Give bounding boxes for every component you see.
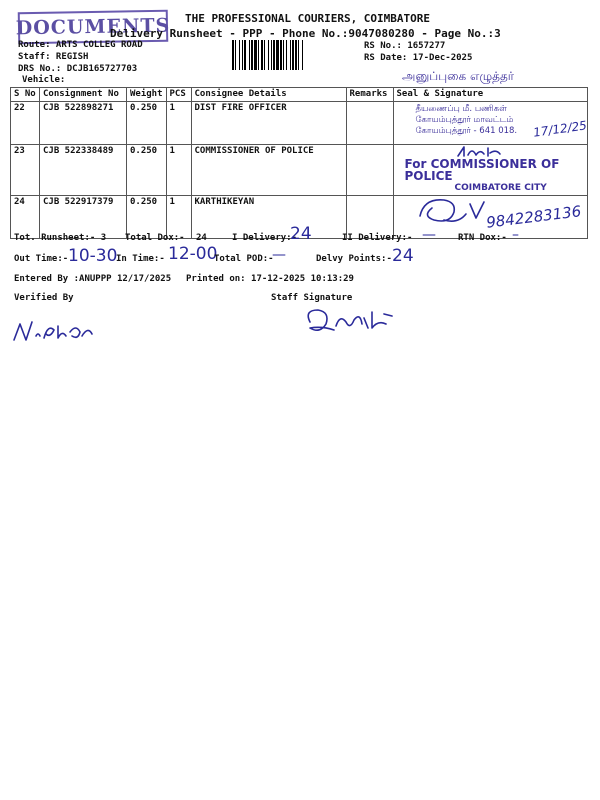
i-delivery-value: 24 (290, 224, 312, 244)
cell-seal (393, 145, 587, 196)
rtn-dox-label: RTN Dox:- (458, 233, 507, 243)
verified-by-label: Verified By (14, 293, 74, 303)
total-dox-label: Total Dox:- (125, 233, 185, 243)
table-row (11, 102, 588, 145)
table-row (11, 145, 588, 196)
out-time-value: 10-30 (68, 246, 118, 266)
rtn-dox-value: – (512, 227, 519, 243)
in-time-label: In Time:- (116, 254, 165, 264)
staff-label: Staff: REGISH (18, 52, 89, 62)
header-sno: S No (11, 88, 40, 102)
cell-consignment: CJB 522338489 (40, 145, 127, 196)
rs-date: RS Date: 17-Dec-2025 (364, 53, 473, 63)
police-seal-line: For COMMISSIONER OF POLICE (404, 157, 560, 183)
seal-line: கோயம்புத்தூர் மாவட்டம் (415, 115, 514, 125)
total-pod-label: Total POD:- (214, 254, 274, 264)
cell-pcs: 1 (166, 196, 191, 239)
vehicle-label: Vehicle: (22, 75, 66, 85)
header-consignment: Consignment No (40, 88, 127, 102)
verifier-signature (10, 310, 94, 346)
out-time-label: Out Time:- (14, 254, 69, 264)
tot-runsheet: Tot. Runsheet:- 3 (14, 233, 107, 243)
barcode-bar (303, 40, 305, 70)
ii-delivery-value: — (422, 227, 436, 243)
police-seal-city: COIMBATORE CITY (454, 183, 547, 193)
seal-line: கோயம்புத்தூர் - 641 018. (415, 126, 518, 136)
cell-sno: 24 (11, 196, 40, 239)
ii-delivery-label: II Delivery:- (342, 233, 413, 243)
entered-by: Entered By :ANUPPP 12/17/2025 (14, 274, 172, 284)
staff-signature (300, 302, 400, 338)
cell-sno: 22 (11, 102, 40, 145)
cell-consignee: COMMISSIONER OF POLICE (191, 145, 346, 196)
delvy-points-value: 24 (392, 246, 414, 266)
header-consignee: Consignee Details (191, 88, 346, 102)
printed-on: Printed on: 17-12-2025 10:13:29 (186, 274, 354, 284)
delvy-points-label: Delvy Points:- (316, 254, 392, 264)
rs-number: RS No.: 1657277 (364, 41, 446, 51)
cell-weight: 0.250 (127, 102, 167, 145)
seal-date: 17/12/25 (532, 118, 588, 140)
drs-label: DRS No.: DCJB165727703 (18, 64, 138, 74)
cell-consignee: KARTHIKEYAN (191, 196, 346, 239)
barcode (232, 40, 356, 70)
total-pod-value: — (272, 247, 286, 263)
runsheet-subtitle: Delivery Runsheet - PPP - Phone No.:9047080280 - Page No.:3 (110, 27, 501, 40)
header-remarks: Remarks (346, 88, 393, 102)
total-dox-value: 24 (196, 233, 207, 243)
route-label: Route: ARTS COLLEG ROAD (18, 40, 143, 50)
cell-weight: 0.250 (127, 145, 167, 196)
cell-weight: 0.250 (127, 196, 167, 239)
cell-remarks (346, 102, 393, 145)
cell-consignment: CJB 522898271 (40, 102, 127, 145)
i-delivery-label: I Delivery:- (232, 233, 298, 243)
cell-consignment: CJB 522917379 (40, 196, 127, 239)
header-seal: Seal & Signature (393, 88, 587, 102)
initials-signature (454, 145, 504, 159)
recipient-phone: 9842283136 (484, 202, 582, 232)
cell-pcs: 1 (166, 145, 191, 196)
header-weight: Weight (127, 88, 167, 102)
in-time-value: 12-00 (168, 244, 218, 264)
seal-line: தீயணைப்பு மீ. பணிகள் (415, 104, 507, 114)
runsheet-table (10, 87, 588, 239)
header-pcs: PCS (166, 88, 191, 102)
cell-remarks (346, 145, 393, 196)
cell-consignee: DIST FIRE OFFICER (191, 102, 346, 145)
cell-seal (393, 102, 587, 145)
cell-pcs: 1 (166, 102, 191, 145)
tamil-stamp-text: அனுப்புகை எழுத்தர் (402, 69, 515, 83)
documents-stamp: DOCUMENTS (18, 10, 169, 45)
company-title: THE PROFESSIONAL COURIERS, COIMBATORE (185, 12, 431, 25)
cell-sno: 23 (11, 145, 40, 196)
staff-signature-label: Staff Signature (271, 293, 353, 303)
